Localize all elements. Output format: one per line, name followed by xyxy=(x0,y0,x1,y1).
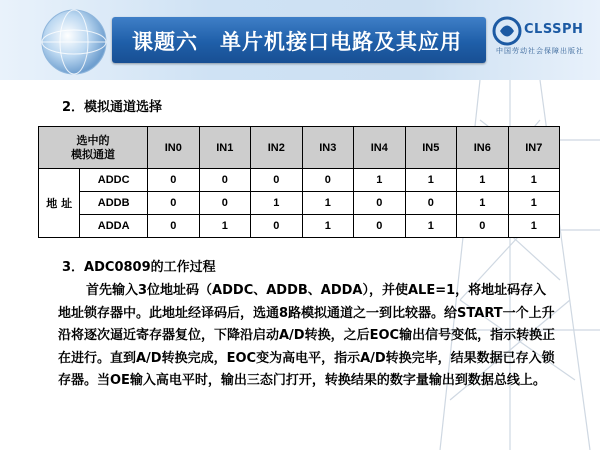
table-cell: 0 xyxy=(354,192,406,215)
table-cell: 1 xyxy=(508,215,560,238)
column-header: IN3 xyxy=(302,127,354,169)
table-cell: 1 xyxy=(199,215,251,238)
column-header: IN4 xyxy=(354,127,406,169)
section-heading-channel-select: 2．模拟通道选择 xyxy=(62,100,163,115)
column-header: IN0 xyxy=(148,127,200,169)
table-header-row xyxy=(39,127,560,169)
table-cell: 1 xyxy=(405,215,457,238)
table-row xyxy=(39,215,560,238)
column-header: IN6 xyxy=(457,127,509,169)
table-cell: 1 xyxy=(508,169,560,192)
table-cell: 1 xyxy=(457,169,509,192)
table-cell: 0 xyxy=(148,215,200,238)
table-cell: 1 xyxy=(508,192,560,215)
table-corner-header xyxy=(39,127,148,169)
title-bar xyxy=(112,17,486,63)
table-cell: 0 xyxy=(251,215,303,238)
table-cell: 0 xyxy=(251,169,303,192)
table-row xyxy=(39,192,560,215)
table-cell: 1 xyxy=(302,192,354,215)
signal-name: ADDA xyxy=(80,215,148,238)
corner-line-1: 选中的 xyxy=(76,133,110,147)
logo-name: CLSSPH xyxy=(524,22,584,37)
header-band xyxy=(0,0,600,80)
logo-mark-icon xyxy=(492,16,522,46)
publisher-logo xyxy=(490,12,600,68)
table-row xyxy=(39,169,560,192)
column-header: IN7 xyxy=(508,127,560,169)
table-cell: 1 xyxy=(251,192,303,215)
table-cell: 0 xyxy=(199,192,251,215)
table-cell: 0 xyxy=(199,169,251,192)
signal-name: ADDC xyxy=(80,169,148,192)
section-heading-adc-process: 3．ADC0809的工作过程 xyxy=(62,260,216,275)
table-cell: 0 xyxy=(148,169,200,192)
table-cell: 0 xyxy=(354,215,406,238)
table-cell: 1 xyxy=(457,192,509,215)
column-header: IN5 xyxy=(405,127,457,169)
table-cell: 1 xyxy=(302,215,354,238)
signal-name: ADDB xyxy=(80,192,148,215)
table-cell: 0 xyxy=(148,192,200,215)
table-cell: 0 xyxy=(405,192,457,215)
logo-subtitle: 中国劳动社会保障出版社 xyxy=(496,47,584,55)
table-cell: 1 xyxy=(405,169,457,192)
table-cell: 0 xyxy=(457,215,509,238)
address-label: 地 址 xyxy=(39,169,80,238)
corner-line-2: 模拟通道 xyxy=(71,147,115,161)
slide-title: 课题六 单片机接口电路及其应用 xyxy=(132,30,462,54)
adc-process-paragraph: 首先输入3位地址码（ADDC、ADDB、ADDA），并使ALE=1，将地址码存入地址锁存器中。此地址经译码后，选通8路模拟通道之一到比较器。给START一个上升沿将逐次逼近寄存器复位，下降沿启动A/D转换，之后EOC输出信号变低，指示转换正在进行。直到A/D转换完成，EOC变为高电平，指示A/D转换完毕，结果数据已存入锁存器。当OE输入高电平时，输出三态门打开，转换结果的数字量输出到数据总线上。 xyxy=(58,283,556,388)
column-header: IN1 xyxy=(199,127,251,169)
channel-select-table xyxy=(38,126,560,238)
column-header: IN2 xyxy=(251,127,303,169)
table-cell: 0 xyxy=(302,169,354,192)
globe-icon xyxy=(30,4,118,76)
table-cell: 1 xyxy=(354,169,406,192)
